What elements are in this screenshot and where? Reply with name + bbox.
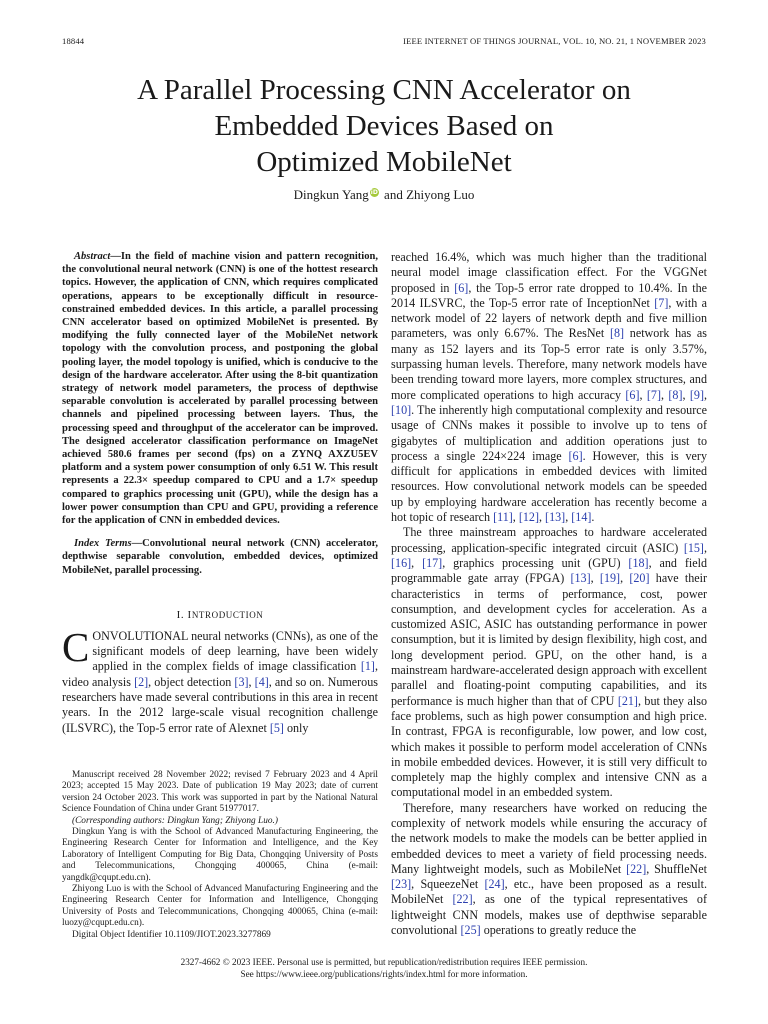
citation-link[interactable]: [21] bbox=[617, 693, 638, 708]
paragraph-text: The three mainstream approaches to hardware accelerated processing, application-specific integrated circuit (ASIC) bbox=[391, 525, 707, 555]
citation-link[interactable]: [25] bbox=[460, 923, 481, 938]
paragraph-text: , but they also face problems, such as high power consumption and high price. In contrast, FPGA is reconfigurable, low power, and low cost, which makes it possible to perform model acceleration of CNNs in mobile embedded devices. However, it is still very difficult to completely map the highly complex and intensive CNN as a computational model in an embedded system. bbox=[391, 693, 707, 800]
citation-link[interactable]: [3] bbox=[234, 674, 249, 689]
paragraph-text: only bbox=[283, 720, 309, 735]
body-paragraph bbox=[391, 525, 707, 800]
body-paragraph bbox=[391, 250, 707, 525]
paragraph-text: , ShuffleNet bbox=[646, 861, 707, 876]
paragraph-text: operations to greatly reduce the bbox=[480, 923, 637, 938]
section-heading bbox=[62, 609, 378, 621]
journal-info: IEEE INTERNET OF THINGS JOURNAL, VOL. 10, NO. 21, 1 NOVEMBER 2023 bbox=[403, 36, 706, 46]
doi: Digital Object Identifier 10.1109/JIOT.2023.3277869 bbox=[72, 929, 271, 940]
citation-link[interactable]: [8] bbox=[668, 387, 683, 402]
paragraph-text: , bbox=[565, 510, 572, 525]
paragraph-text: , as one of the typical representatives of lightweight CNN models, makes use of depthwise separable convolutional bbox=[391, 892, 707, 938]
paragraph-text: , bbox=[703, 387, 708, 402]
rights-line: See https://www.ieee.org/publications/rights/index.html for more information. bbox=[240, 969, 528, 979]
running-header bbox=[62, 36, 706, 50]
paragraph-text: , bbox=[539, 510, 546, 525]
citation-link[interactable]: [15] bbox=[683, 540, 704, 555]
citation-link[interactable]: [22] bbox=[452, 892, 473, 907]
citation-link[interactable]: [6] bbox=[454, 280, 469, 295]
citation-link[interactable]: [24] bbox=[484, 877, 505, 892]
citation-link[interactable]: [19] bbox=[599, 571, 621, 586]
paragraph-text: , bbox=[248, 674, 255, 689]
paragraph-text: , bbox=[411, 555, 423, 570]
page-number: 18844 bbox=[62, 36, 85, 46]
paragraph-text: network has as many as 152 layers and its Top-5 error rate is only 3.57%, surpassing human levels. Therefore, many network models have been trending toward more layers, more complex structures, and more complicated operations to high accuracy bbox=[391, 326, 707, 402]
citation-link[interactable]: [14] bbox=[571, 510, 592, 525]
citation-link[interactable]: [20] bbox=[629, 571, 650, 586]
paragraph-text: , bbox=[703, 540, 707, 555]
citation-link[interactable]: [5] bbox=[269, 720, 284, 735]
paragraph-text: have their characteristics in terms of performance, cost, power consumption, and development cycles for acceleration. As a customized ASIC, ASIC has outstanding performance in power consumption, but it is limited by design flexibility, high cost, and long development period. GPU, on the other hand, is a mainstream hardware-accelerated design approach with excellent parallel and floating-point computing capabilities, and its performance is much higher than that of CPU bbox=[391, 571, 708, 708]
corresponding-authors: (Corresponding authors: Dingkun Yang; Zhiyong Luo.) bbox=[72, 815, 278, 826]
paragraph-text: , etc., have been proposed as a result. MobileNet bbox=[391, 877, 707, 907]
citation-link[interactable]: [11] bbox=[493, 510, 513, 525]
paragraph-text: , and so on. Numerous researchers have made several contributions in this area in recent years. In the 2012 large-scale visual recognition challenge (ILSVRC), the Top-5 error rate of Alexnet bbox=[62, 674, 378, 735]
abstract-label: Abstract bbox=[74, 251, 111, 262]
citation-link[interactable]: [4] bbox=[254, 674, 269, 689]
body-paragraph bbox=[391, 801, 707, 939]
paragraph-text: . The inherently high computational complexity and resource usage of CNNs makes it possible to involve up to tens of gigabytes of multiplication and addition operations just to process a single 224×224 image bbox=[391, 402, 707, 463]
author-name: Zhiyong Luo bbox=[406, 187, 475, 202]
citation-link[interactable]: [6] bbox=[625, 387, 640, 402]
citation-link[interactable]: [2] bbox=[134, 674, 149, 689]
citation-link[interactable]: [1] bbox=[360, 659, 375, 674]
citation-link[interactable]: [6] bbox=[568, 448, 583, 463]
citation-link[interactable]: [13] bbox=[570, 571, 591, 586]
paragraph-text: , bbox=[660, 387, 669, 402]
index-terms bbox=[62, 537, 378, 577]
abstract-text: —In the field of machine vision and pattern recognition, the convolutional neural network (CNN) is one of the hottest research topics. However, the application of CNN, which requires complicated operations, appears to be exceptionally difficult in resource-constrained embedded devices. In this article, a parallel processing CNN accelerator based on optimized MobileNet is presented. By modifying the fully connected layer of the MobileNet network topology with the convolution process, and postponing the global pooling layer, the model topology is unified, which is conducive to the design of the hardware accelerator. After using the 8-bit quantization strategy of network model parameters, the process of depthwise separable convolution is accelerated by parallel processing between channels and pipelined processing between layers. Thus, the processing speed and throughput of the accelerator can be improved. The designed accelerator classification performance on ImageNet achieved 580.6 frames per second (fps) on a ZYNQ AXZU5EV platform and a system power consumption of only 6.51 W. This result represents a 22.3× speedup compared to CPU and a 1.7× speedup compared to graphics processing unit (GPU), while the design has a lower power consumption than CPU and GPU, providing a reference for the application of CNN in embedded devices. bbox=[62, 251, 378, 527]
intro-paragraph bbox=[62, 623, 378, 736]
citation-link[interactable]: [13] bbox=[545, 510, 566, 525]
citation-link[interactable]: [23] bbox=[391, 877, 412, 892]
citation-link[interactable]: [17] bbox=[422, 555, 443, 570]
paragraph-text: , bbox=[682, 387, 690, 402]
section-title-first: I bbox=[187, 608, 192, 621]
author-conjunction: and bbox=[384, 187, 403, 202]
index-terms-text: —Convolutional neural network (CNN) accelerator, depthwise separable convolution, embedded devices, optimized MobileNet, parallel processing. bbox=[62, 538, 378, 576]
paragraph-text: , the Top-5 error rate dropped to 10.4%. In the 2014 ILSVRC, the Top-5 error rate of InceptionNet bbox=[391, 280, 707, 310]
citation-link[interactable]: [10] bbox=[391, 402, 412, 417]
affiliation: Dingkun Yang is with the School of Advanced Manufacturing Engineering, the Engineering Research Center for Information and Intelligence, and the Key Laboratory of Intelligent Computing for Big Data, Chongqing University of Posts and Telecommunications, Chongqing 400065, China (e-mail: yangdk@cqupt.edu.cn). bbox=[62, 827, 378, 883]
paragraph-text: , graphics processing unit (GPU) bbox=[442, 555, 629, 570]
section-number: I. bbox=[176, 608, 185, 621]
author-name: Dingkun Yang bbox=[293, 187, 369, 202]
citation-link[interactable]: [22] bbox=[626, 861, 647, 876]
paragraph-text: , with a network model of 22 layers of network depth and five million parameters, was only 6.67%. The ResNet bbox=[391, 295, 707, 341]
citation-link[interactable]: [18] bbox=[628, 555, 649, 570]
paragraph-text: , and field programmable gate array (FPGA) bbox=[391, 555, 707, 586]
paragraph-text: , bbox=[590, 571, 600, 586]
copyright-footer bbox=[62, 956, 706, 980]
paper-title bbox=[70, 72, 698, 180]
paragraph-text: . bbox=[591, 510, 595, 525]
paragraph-text: , bbox=[512, 510, 519, 525]
right-column bbox=[391, 250, 707, 938]
first-page-footnote bbox=[62, 770, 378, 941]
left-column bbox=[62, 250, 378, 736]
paragraph-text: , bbox=[620, 571, 630, 586]
paragraph-text: , SqueezeNet bbox=[411, 877, 485, 892]
paragraph-text: , bbox=[639, 387, 647, 402]
title-line: Optimized MobileNet bbox=[256, 146, 512, 178]
author-line bbox=[70, 186, 698, 204]
title-line: Embedded Devices Based on bbox=[214, 110, 554, 142]
orcid-icon[interactable]: iD bbox=[370, 189, 378, 196]
manuscript-dates: Manuscript received 28 November 2022; revised 7 February 2023 and 4 April 2023; accepted 15 May 2023. Date of publication 19 May 2023; date of current version 24 October 2023. This work was supported in part by the National Natural Science Foundation of China under Grant 51977017. bbox=[62, 770, 378, 815]
citation-link[interactable]: [8] bbox=[609, 326, 625, 341]
paragraph-text: , object detection bbox=[148, 674, 235, 689]
abstract bbox=[62, 250, 378, 527]
citation-link[interactable]: [9] bbox=[689, 387, 704, 402]
citation-link[interactable]: [16] bbox=[391, 555, 412, 570]
paragraph-text: , video analysis bbox=[62, 659, 378, 689]
paragraph-text: reached 16.4%, which was much higher than the traditional neural model image classification effect. For the VGGNet proposed in bbox=[391, 250, 707, 295]
title-line: A Parallel Processing CNN Accelerator on bbox=[137, 74, 631, 106]
index-terms-label: Index Terms bbox=[74, 538, 132, 550]
paragraph-text: Therefore, many researchers have worked on reducing the complexity of network models while ensuring the accuracy of the network models to make the models can be better applied in embedded devices to meet a variety of field processing needs. Many lightweight models, such as MobileNet bbox=[391, 800, 707, 876]
citation-link[interactable]: [12] bbox=[518, 510, 539, 525]
citation-link[interactable]: [7] bbox=[646, 387, 661, 402]
copyright-line: 2327-4662 © 2023 IEEE. Personal use is permitted, but republication/redistribution requires IEEE permission. bbox=[180, 957, 588, 967]
paragraph-text: ONVOLUTIONAL neural networks (CNNs), as one of the significant models of deep learning, have been widely applied in the complex fields of image classification bbox=[92, 628, 378, 674]
section-title-rest: NTRODUCTION bbox=[191, 609, 264, 620]
paragraph-text: . However, this is very difficult for applications in embedded devices with limited resources. How convolutional network models can be speeded up by employing hardware acceleration has recently become a hot topic of research bbox=[391, 448, 708, 525]
citation-link[interactable]: [7] bbox=[654, 295, 669, 310]
affiliation: Zhiyong Luo is with the School of Advanced Manufacturing Engineering and the Engineering Research Center for Information and Intelligence, Chongqing University of Posts and Telecommunications, Chongqing 400065, China (e-mail: luozy@cqupt.edu.cn). bbox=[62, 884, 378, 929]
drop-cap: C bbox=[62, 623, 90, 670]
